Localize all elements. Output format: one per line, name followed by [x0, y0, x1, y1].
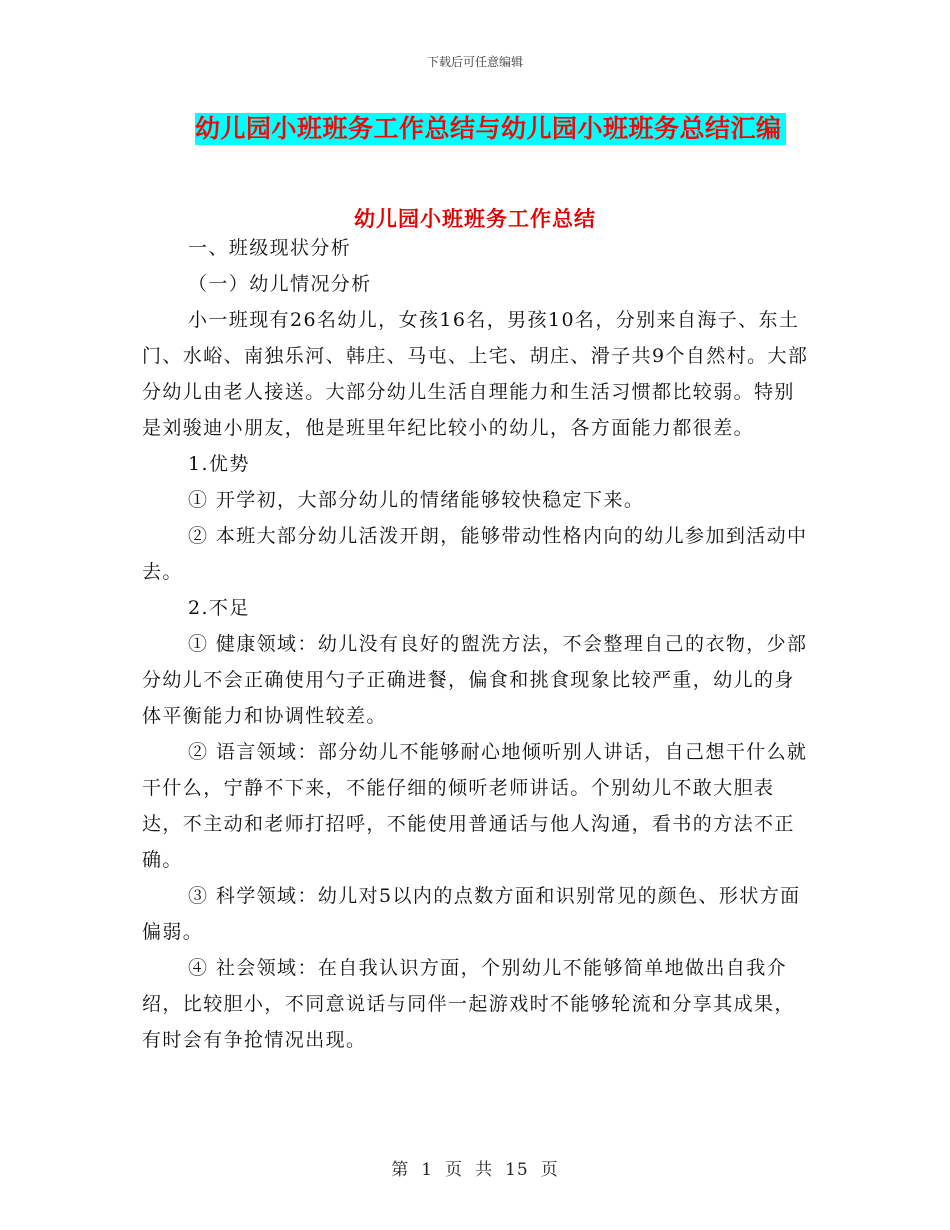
paragraph-language-domain: ② 语言领域：部分幼儿不能够耐心地倾听别人讲话，自己想干什么就干什么，宁静不下来，不能仔细的倾听老师讲话。个别幼儿不敢大胆表达，不主动和老师打招呼，不能使用普通话与他人沟通，看书的方法不正确。 [142, 741, 808, 871]
paragraph-strength-2: ② 本班大部分幼儿活泼开朗，能够带动性格内向的幼儿参加到活动中去。 [142, 525, 808, 583]
document-title: 幼儿园小班班务工作总结与幼儿园小班班务总结汇编 [195, 113, 786, 145]
heading-weaknesses: 2.不足 [188, 597, 250, 619]
heading-strengths: 1.优势 [188, 453, 250, 475]
footer-page-word: 第 [391, 1160, 410, 1180]
heading-child-analysis: （一）幼儿情况分析 [188, 273, 372, 295]
footer-page-unit: 页 [445, 1160, 464, 1180]
paragraph-health-domain: ① 健康领域：幼儿没有良好的盥洗方法，不会整理自己的衣物，少部分幼儿不会正确使用勺子正确进餐，偏食和挑食现象比较严重，幼儿的身体平衡能力和协调性较差。 [142, 633, 808, 727]
paragraph-class-overview: 小一班现有26名幼儿，女孩16名，男孩10名，分别来自海子、东土门、水峪、南独乐河、韩庄、马屯、上宅、胡庄、滑子共9个自然村。大部分幼儿由老人接送。大部分幼儿生活自理能力和生活习惯都比较弱。特别是刘骏迪小朋友，他是班里年纪比较小的幼儿，各方面能力都很差。 [142, 309, 809, 439]
heading-class-analysis: 一、班级现状分析 [188, 237, 352, 259]
footer-total-number: 15 [505, 1160, 529, 1180]
document-body [142, 230, 810, 1058]
footer-page-number: 1 [421, 1160, 434, 1180]
footer-total-word: 共 [475, 1160, 494, 1180]
paragraph-strength-1: ① 开学初，大部分幼儿的情绪能够较快稳定下来。 [188, 489, 645, 511]
paragraph-science-domain: ③ 科学领域：幼儿对5以内的点数方面和识别常见的颜色、形状方面偏弱。 [142, 885, 801, 943]
header-note: 下载后可任意编辑 [426, 55, 523, 69]
paragraph-social-domain: ④ 社会领域：在自我认识方面，个别幼儿不能够简单地做出自我介绍，比较胆小，不同意说话与同伴一起游戏时不能够轮流和分享其成果，有时会有争抢情况出现。 [142, 957, 795, 1051]
section-title: 幼儿园小班班务工作总结 [354, 207, 596, 231]
footer-total-unit: 页 [540, 1160, 559, 1180]
page-footer [0, 1155, 950, 1180]
